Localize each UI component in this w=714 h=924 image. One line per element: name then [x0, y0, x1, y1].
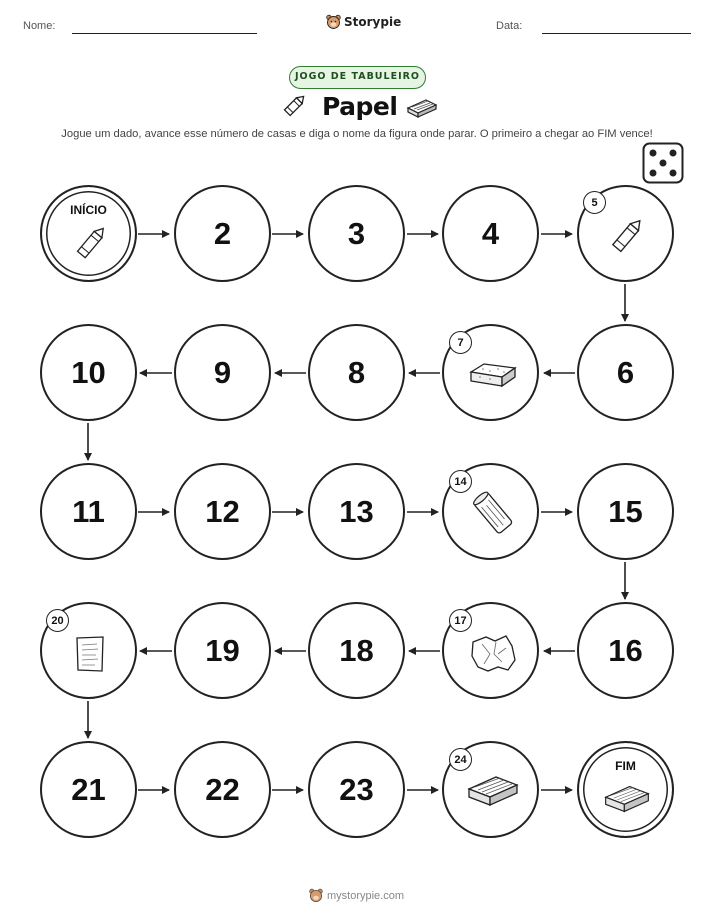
space-number-badge: 5 [583, 191, 606, 214]
space-number: 16 [608, 632, 643, 668]
space-2[interactable] [174, 185, 271, 282]
space-15[interactable] [577, 463, 674, 560]
wood-plank-icon [603, 783, 651, 815]
brand-name: Storypie [344, 15, 402, 29]
paper-sheet-icon [73, 635, 107, 673]
space-number: 12 [205, 493, 240, 529]
space-number: 23 [339, 771, 374, 807]
space-19[interactable] [174, 602, 271, 699]
space-10[interactable] [40, 324, 137, 421]
space-number-badge: 14 [449, 470, 472, 493]
footer [309, 888, 404, 903]
space-8[interactable] [308, 324, 405, 421]
space-number: 15 [608, 493, 643, 529]
space-11[interactable] [40, 463, 137, 560]
space-13[interactable] [308, 463, 405, 560]
space-16[interactable] [577, 602, 674, 699]
space-21[interactable] [40, 741, 137, 838]
space-number-badge: 20 [46, 609, 69, 632]
space-number: 3 [347, 215, 366, 251]
space-number-badge: 7 [449, 331, 472, 354]
space-number: 2 [213, 215, 232, 251]
space-number: 11 [72, 493, 105, 529]
log-icon [470, 489, 516, 537]
wood-plank-icon [466, 773, 520, 809]
space-number: 4 [481, 215, 500, 251]
instructions: Jogue um dado, avance esse número de casas e diga o nome da figura onde parar. O primeiro a chegar ao FIM vence! [61, 128, 653, 140]
game-type-badge: JOGO DE TABULEIRO [289, 66, 426, 89]
space-number: 10 [71, 354, 106, 390]
space-22[interactable] [174, 741, 271, 838]
space-start[interactable] [40, 185, 137, 282]
footer-url[interactable]: mystorypie.com [327, 889, 405, 902]
space-18[interactable] [308, 602, 405, 699]
sponge-icon [468, 360, 518, 390]
space-4[interactable] [442, 185, 539, 282]
start-label: INÍCIO [70, 203, 107, 217]
space-number: 6 [616, 354, 635, 390]
space-number: 19 [205, 632, 240, 668]
space-number: 21 [71, 771, 106, 807]
crumpled-paper-icon [468, 634, 518, 674]
crayon-icon [607, 215, 647, 257]
space-3[interactable] [308, 185, 405, 282]
space-number: 22 [205, 771, 240, 807]
space-9[interactable] [174, 324, 271, 421]
date-label: Data: [496, 20, 523, 32]
space-number-badge: 17 [449, 609, 472, 632]
space-number-badge: 24 [449, 748, 472, 771]
space-number: 18 [339, 632, 374, 668]
crayon-icon [73, 223, 109, 263]
space-number: 8 [347, 354, 366, 390]
space-number: 13 [339, 493, 374, 529]
space-number: 9 [213, 354, 232, 390]
bear-icon [309, 888, 323, 903]
space-6[interactable] [577, 324, 674, 421]
page-title: Papel [322, 92, 398, 121]
space-23[interactable] [308, 741, 405, 838]
name-label: Nome: [23, 20, 56, 32]
space-12[interactable] [174, 463, 271, 560]
space-finish[interactable] [577, 741, 674, 838]
finish-label: FIM [615, 759, 636, 773]
